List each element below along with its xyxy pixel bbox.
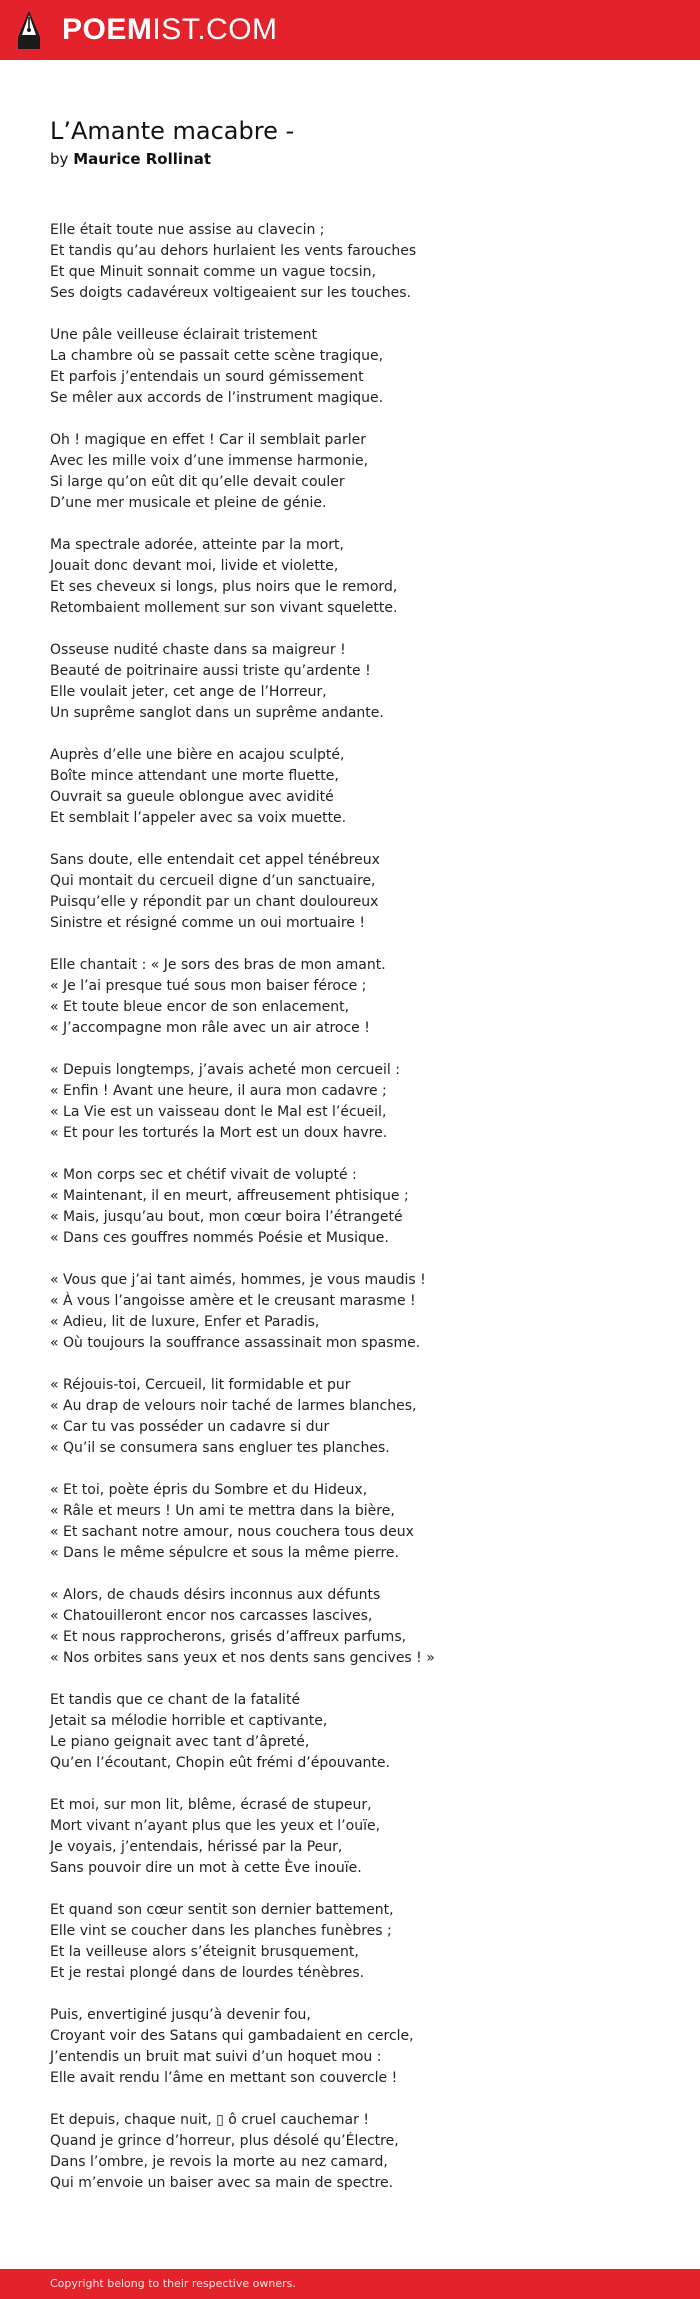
poem-stanza (50, 325, 670, 409)
poem-body (50, 220, 670, 2215)
poem-line: Ma spectrale adorée, atteinte par la mort, (50, 537, 344, 553)
poem-line: Croyant voir des Satans qui gambadaient en cercle, (50, 2028, 414, 2044)
poem-stanza (50, 745, 670, 829)
poem-line: « Enfin ! Avant une heure, il aura mon cadavre ; (50, 1083, 387, 1099)
poem-stanza (50, 1165, 670, 1249)
poem-stanza (50, 430, 670, 514)
poem-line: Si large qu’on eût dit qu’elle devait couler (50, 474, 345, 490)
poem-line: Auprès d’elle une bière en acajou sculpté, (50, 747, 345, 763)
byline (50, 148, 294, 170)
poem-line: Osseuse nudité chaste dans sa maigreur ! (50, 642, 346, 658)
site-footer (0, 2269, 700, 2299)
poem-line: « Car tu vas posséder un cadavre si dur (50, 1419, 330, 1435)
poem-line: « J’accompagne mon râle avec un air atroce ! (50, 1020, 370, 1036)
poem-line: Puisqu’elle y répondit par un chant douloureux (50, 894, 379, 910)
poem-title: L’Amante macabre - (50, 117, 295, 145)
poem-line: Une pâle veilleuse éclairait tristement (50, 327, 317, 343)
poem-line: « Dans le même sépulcre et sous la même pierre. (50, 1545, 399, 1561)
poem-line: « Mais, jusqu’au bout, mon cœur boira l’étrangeté (50, 1209, 403, 1225)
poem-line: « Et toi, poète épris du Sombre et du Hideux, (50, 1482, 368, 1498)
site-logo[interactable] (62, 12, 278, 48)
poem-line: Qui m’envoie un baiser avec sa main de spectre. (50, 2175, 394, 2191)
poem-line: Et tandis que ce chant de la fatalité (50, 1692, 301, 1708)
poem-stanza (50, 1480, 670, 1564)
poem-line: Quand je grince d’horreur, plus désolé qu’Électre, (50, 2133, 399, 2149)
poem-line: « Au drap de velours noir taché de larmes blanches, (50, 1398, 417, 1414)
poem-line: « Réjouis-toi, Cercueil, lit formidable et pur (50, 1377, 351, 1393)
poem-line: « Vous que j’ai tant aimés, hommes, je vous maudis ! (50, 1272, 426, 1288)
poem-line: Et semblait l’appeler avec sa voix muette. (50, 810, 347, 826)
poem-line: J’entendis un bruit mat suivi d’un hoquet mou : (50, 2049, 382, 2065)
poem-line: Oh ! magique en effet ! Car il semblait parler (50, 432, 367, 448)
poem-line: « Adieu, lit de luxure, Enfer et Paradis, (50, 1314, 320, 1330)
poem-line: « Nos orbites sans yeux et nos dents sans gencives ! » (50, 1650, 435, 1666)
poem-line: Et que Minuit sonnait comme un vague tocsin, (50, 264, 376, 280)
poem-stanza (50, 2110, 670, 2194)
poem-line: Avec les mille voix d’une immense harmonie, (50, 453, 369, 469)
poem-line: Et moi, sur mon lit, blême, écrasé de stupeur, (50, 1797, 372, 1813)
poem-line: « Où toujours la souffrance assassinait mon spasme. (50, 1335, 421, 1351)
poem-line: « Et sachant notre amour, nous couchera tous deux (50, 1524, 414, 1540)
poem-line: Elle était toute nue assise au clavecin ; (50, 222, 325, 238)
poem-line: « Alors, de chauds désirs inconnus aux défunts (50, 1587, 381, 1603)
poem-line: « Râle et meurs ! Un ami te mettra dans la bière, (50, 1503, 395, 1519)
pen-nib-icon[interactable] (16, 9, 42, 51)
poem-line: Et tandis qu’au dehors hurlaient les vents farouches (50, 243, 417, 259)
poem-stanza (50, 1270, 670, 1354)
poem-line: Beauté de poitrinaire aussi triste qu’ardente ! (50, 663, 371, 679)
poem-stanza (50, 640, 670, 724)
poem-line: Je voyais, j’entendais, hérissé par la Peur, (50, 1839, 343, 1855)
poem-line: Elle voulait jeter, cet ange de l’Horreur, (50, 684, 327, 700)
poem-line: « Et toute bleue encor de son enlacement, (50, 999, 350, 1015)
poem-line: Ouvrait sa gueule oblongue avec avidité (50, 789, 334, 805)
poem-line: Jouait donc devant moi, livide et violette, (50, 558, 339, 574)
poem-line: Qu’en l’écoutant, Chopin eût frémi d’épouvante. (50, 1755, 390, 1771)
poem-line: « Qu’il se consumera sans engluer tes planches. (50, 1440, 390, 1456)
by-label: by (50, 150, 69, 168)
poem-stanza (50, 1585, 670, 1669)
poem-line: Et ses cheveux si longs, plus noirs que le remord, (50, 579, 398, 595)
poem-line: Sans pouvoir dire un mot à cette Ève inouïe. (50, 1860, 362, 1876)
poem-line: Se mêler aux accords de l’instrument magique. (50, 390, 384, 406)
copyright-notice: Copyright belong to their respective owners. (50, 2277, 296, 2290)
poem-line: Jetait sa mélodie horrible et captivante, (50, 1713, 328, 1729)
poem-stanza (50, 850, 670, 934)
logo-bold-text: POEM (62, 13, 153, 46)
poem-stanza (50, 1795, 670, 1879)
poem-line: Sans doute, elle entendait cet appel ténébreux (50, 852, 380, 868)
poem-line: Et depuis, chaque nuit, ▯ ô cruel cauchemar ! (50, 2112, 369, 2128)
poem-line: D’une mer musicale et pleine de génie. (50, 495, 327, 511)
poem-line: Et quand son cœur sentit son dernier battement, (50, 1902, 394, 1918)
poem-stanza (50, 220, 670, 304)
poem-line: « La Vie est un vaisseau dont le Mal est l’écueil, (50, 1104, 387, 1120)
poem-line: « Chatouilleront encor nos carcasses lascives, (50, 1608, 373, 1624)
poem-line: Mort vivant n’ayant plus que les yeux et l’ouïe, (50, 1818, 381, 1834)
poem-line: Boîte mince attendant une morte fluette, (50, 768, 339, 784)
poem-line: « Dans ces gouffres nommés Poésie et Musique. (50, 1230, 389, 1246)
poem-line: Ses doigts cadavéreux voltigeaient sur les touches. (50, 285, 412, 301)
site-header (0, 0, 700, 60)
poem-stanza (50, 1060, 670, 1144)
poem-line: Et je restai plongé dans de lourdes ténèbres. (50, 1965, 365, 1981)
poem-line: « Mon corps sec et chétif vivait de volupté : (50, 1167, 357, 1183)
poem-line: Un suprême sanglot dans un suprême andante. (50, 705, 384, 721)
poem-stanza (50, 1375, 670, 1459)
poem-line: Qui montait du cercueil digne d’un sanctuaire, (50, 873, 376, 889)
poem-stanza (50, 2005, 670, 2089)
poem-line: Et la veilleuse alors s’éteignit brusquement, (50, 1944, 359, 1960)
poem-line: Sinistre et résigné comme un oui mortuaire ! (50, 915, 365, 931)
poem-line: Le piano geignait avec tant d’âpreté, (50, 1734, 310, 1750)
logo-light-text: IST.COM (152, 13, 278, 46)
poem-stanza (50, 955, 670, 1039)
poem-line: Elle vint se coucher dans les planches funèbres ; (50, 1923, 392, 1939)
author-name[interactable]: Maurice Rollinat (73, 150, 211, 168)
poem-line: « Maintenant, il en meurt, affreusement phtisique ; (50, 1188, 409, 1204)
poem-line: Dans l’ombre, je revois la morte au nez camard, (50, 2154, 388, 2170)
poem-line: « Je l’ai presque tué sous mon baiser féroce ; (50, 978, 367, 994)
poem-stanza (50, 535, 670, 619)
poem-line: La chambre où se passait cette scène tragique, (50, 348, 384, 364)
poem-line: « Et nous rapprocherons, grisés d’affreux parfums, (50, 1629, 407, 1645)
poem-line: « Et pour les torturés la Mort est un doux havre. (50, 1125, 388, 1141)
poem-line: Elle chantait : « Je sors des bras de mon amant. (50, 957, 386, 973)
poem-stanza (50, 1690, 670, 1774)
poem-line: « Depuis longtemps, j’avais acheté mon cercueil : (50, 1062, 400, 1078)
poem-line: « À vous l’angoisse amère et le creusant marasme ! (50, 1293, 416, 1309)
poem-line: Puis, envertiginé jusqu’à devenir fou, (50, 2007, 311, 2023)
poem-line: Et parfois j’entendais un sourd gémissement (50, 369, 364, 385)
poem-stanza (50, 1900, 670, 1984)
poem-header (50, 116, 294, 170)
poem-line: Elle avait rendu l’âme en mettant son couvercle ! (50, 2070, 398, 2086)
poem-line: Retombaient mollement sur son vivant squelette. (50, 600, 398, 616)
